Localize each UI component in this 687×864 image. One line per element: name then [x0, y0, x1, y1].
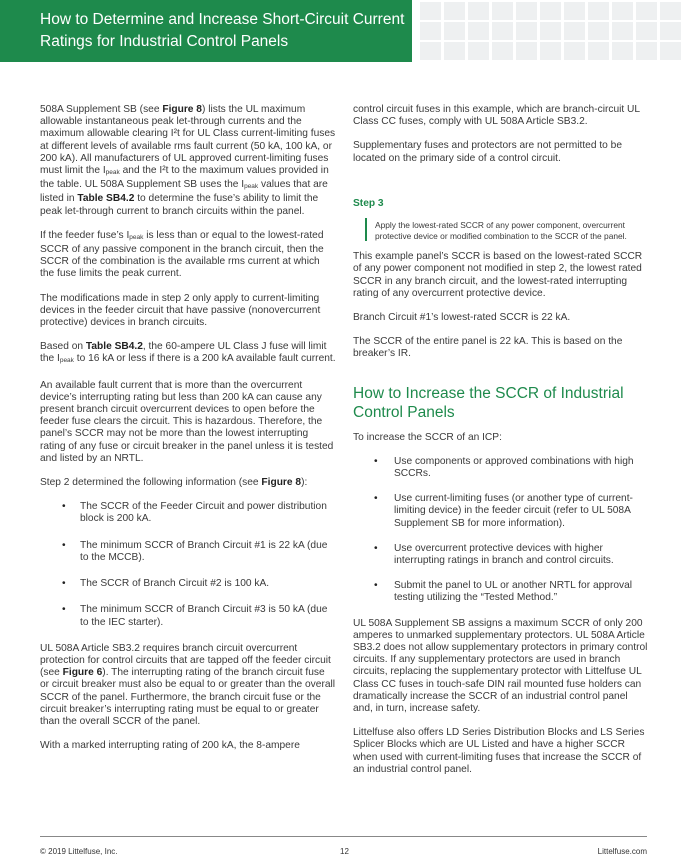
page-title: How to Determine and Increase Short-Circuit Current Ratings for Industrial Control Panels: [40, 11, 405, 50]
decorative-tile: [636, 2, 657, 20]
paragraph-increase-intro: To increase the SCCR of an ICP:: [353, 431, 502, 443]
left-column: [40, 104, 336, 764]
decorative-tile: [612, 2, 633, 20]
section-heading: How to Increase the SCCR of Industrial Control Panels: [353, 384, 624, 421]
table-sb42-ref: Table SB4.2: [85, 341, 143, 353]
list-item: • The SCCR of Branch Circuit #2 is 100 kA.: [40, 578, 336, 590]
paragraph-class-j-fuse: Based on Table SB4.2, the 60-ampere UL Class J fuse will limit the Ipeak to 16 kA or less if there is a 200 kA available fault current.: [40, 341, 336, 365]
decorative-tile: [516, 2, 537, 20]
paragraph-panel-sccr-basis: This example panel’s SCCR is based on the lowest-rated SCCR of any power component not modified in step 2, the lowest rated SCCR in any branch circuit, and the lowest-rated interrupting rating of any overcurrent protective device.: [353, 251, 643, 299]
step2-findings-list: [40, 501, 336, 628]
decorative-tile: [540, 42, 561, 60]
decorative-tile: [540, 22, 561, 40]
decorative-tile: [612, 22, 633, 40]
decorative-tile: [492, 42, 513, 60]
decorative-tile: [444, 22, 465, 40]
list-item: • Submit the panel to UL or another NRTL for approval testing utilizing the “Tested Method.”: [353, 580, 649, 604]
decorative-tile: [516, 22, 537, 40]
decorative-tile: [540, 2, 561, 20]
figure-6-ref: Figure 6: [62, 667, 103, 679]
decorative-tile: [660, 22, 681, 40]
decorative-tile: [588, 42, 609, 60]
decorative-tile: [492, 22, 513, 40]
decorative-tile: [660, 42, 681, 60]
decorative-tile: [612, 42, 633, 60]
paragraph-control-fuses: control circuit fuses in this example, which are branch-circuit UL Class CC fuses, comply with UL 508A Article SB3.2.: [353, 104, 640, 128]
paragraph-marked-rating: With a marked interrupting rating of 200 kA, the 8-ampere: [40, 740, 300, 752]
figure-8-ref: Figure 8: [261, 477, 302, 489]
right-column: [353, 104, 649, 788]
step-3-heading: Step 3: [353, 197, 384, 209]
page-number: 12: [340, 847, 349, 856]
paragraph-step2-intro: Step 2 determined the following information (see Figure 8):: [40, 477, 308, 489]
decorative-tile: [636, 42, 657, 60]
decorative-tile: [468, 2, 489, 20]
paragraph-branch-1: Branch Circuit #1’s lowest-rated SCCR is 22 kA.: [353, 312, 571, 324]
decorative-tile: [444, 42, 465, 60]
decorative-tile: [468, 42, 489, 60]
decorative-tile: [420, 22, 441, 40]
paragraph-panel-sccr: The SCCR of the entire panel is 22 kA. This is based on the breaker’s IR.: [353, 336, 623, 360]
decorative-tile: [516, 42, 537, 60]
decorative-tile: [444, 2, 465, 20]
figure-8-ref: Figure 8: [162, 104, 202, 115]
decorative-tile: [420, 2, 441, 20]
decorative-tile: [660, 2, 681, 20]
table-sb42-ref: Table SB4.2: [77, 193, 135, 205]
paragraph-hazard: An available fault current that is more than the overcurrent device’s interrupting rating but less than 200 kA can cause any present branch circuit overcurrent devices to open before the feeder fuse clears the circuit. This is hazardous. Therefore, the panel’s SCCR may not be more than the lowest interrupting rating of any fuse or circuit breaker in the panel unless it is tested and listed by an NRTL.: [40, 379, 334, 464]
list-item: • The SCCR of the Feeder Circuit and power distribution block is 200 kA.: [40, 501, 336, 525]
decorative-tile: [564, 2, 585, 20]
paragraph-supplementary-protectors: UL 508A Supplement SB assigns a maximum SCCR of only 200 amperes to unmarked supplementary protectors. UL 508A Article SB3.2 does not allow supplementary protectors in primary control circuits. If any supplementary protectors are used in branch circuits, replacing the supplementary protector with Littelfuse UL Class CC fuses in touch-safe DIN rail mounted fuse holders can dramatically increase the SCCR of an industrial control panel and, in turn, increase safety.: [353, 617, 648, 715]
paragraph-article-sb32: UL 508A Article SB3.2 requires branch circuit overcurrent protection for control circuits that are tapped off the feeder circuit (see Figure 6). The interrupting rating of the branch circuit fuse or circuit breaker must also be equal to or greater than the overall SCCR of the panel. Furthermore, the branch circuit fuse or the circuit breaker’s interrupting rating must be equal to or greater than the overall SCCR of the panel.: [40, 642, 336, 727]
decorative-tile: [468, 22, 489, 40]
decorative-tile: [564, 42, 585, 60]
decorative-tile: [564, 22, 585, 40]
decorative-tile: [588, 22, 609, 40]
decorative-tile: [492, 2, 513, 20]
paragraph-feeder-fuse: If the feeder fuse’s Ipeak is less than or equal to the lowest-rated SCCR of any passive component in the branch circuit, then the SCCR of the combination is the available rms current at which the fuse limits the peak current.: [40, 229, 324, 280]
footer-copyright: © 2019 Littelfuse, Inc.: [40, 847, 118, 856]
decorative-tile: [588, 2, 609, 20]
paragraph-distribution-blocks: Littelfuse also offers LD Series Distribution Blocks and LS Series Splicer Blocks which are UL Listed and have a higher SCCR when used with current-limiting fuses that increase the SCCR of an industrial control panel.: [353, 727, 645, 775]
page-header: [0, 0, 687, 66]
list-item: • The minimum SCCR of Branch Circuit #3 is 50 kA (due to the IEC starter).: [40, 604, 336, 628]
paragraph-supplement-sb: 508A Supplement SB (see Figure 8) lists the UL maximum allowable instantaneous peak let-through currents and the maximum allowable clearing I²t for UL Class current-limiting fuses at different levels of available rms fault current (50 kA, 100 kA, or 200 kA). All manufacturers of UL approved current-limiting fuses must limit the Ipeak and the I²t to the maximum values provided in the table. UL 508A Supplement SB uses the Ipeak values that are listed in Table SB4.2 to determine the fuse’s ability to limit the peak let-through current to branch circuits within the panel.: [40, 104, 336, 217]
list-item: • Use overcurrent protective devices with higher interrupting ratings in branch and control circuits.: [353, 543, 649, 567]
title-band: [0, 0, 412, 62]
list-item: • The minimum SCCR of Branch Circuit #1 is 22 kA (due to the MCCB).: [40, 540, 336, 564]
footer-website: Littelfuse.com: [597, 847, 647, 856]
list-item: • Use components or approved combinations with high SCCRs.: [353, 456, 649, 480]
footer-divider: [40, 836, 647, 837]
paragraph-modifications: The modifications made in step 2 only apply to current-limiting devices in the feeder circuit that have passive (nonovercurrent protective) devices in branch circuits.: [40, 292, 321, 329]
increase-methods-list: [353, 456, 649, 605]
list-item: • Use current-limiting fuses (or another type of current-limiting device) in the feeder circuit (refer to UL 508A Supplement SB for more information).: [353, 493, 649, 530]
paragraph-supplementary-fuses: Supplementary fuses and protectors are not permitted to be located on the primary side of a control circuit.: [353, 140, 622, 164]
decorative-tile: [420, 42, 441, 60]
step-3-callout: Apply the lowest-rated SCCR of any power component, overcurrent protective device or modified combination to the SCCR of the panel.: [365, 218, 649, 241]
decorative-tile: [636, 22, 657, 40]
decorative-tile-grid: [414, 0, 687, 62]
